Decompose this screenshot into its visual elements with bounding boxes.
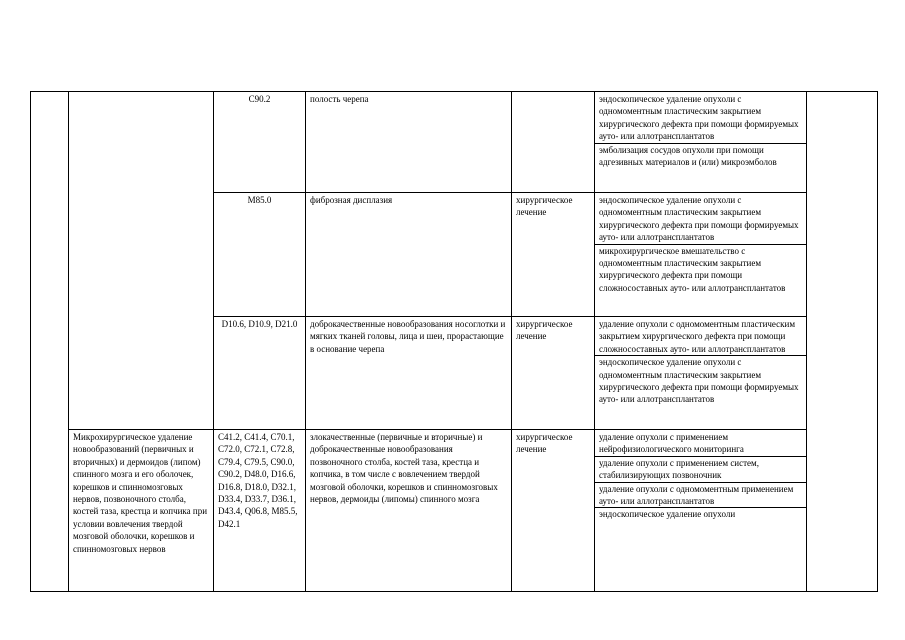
model-cell: фиброзная дисплазия: [306, 193, 512, 317]
codes-cell: C90.2: [214, 92, 306, 193]
table-row: [31, 92, 878, 193]
procedure-item: эндоскопическое удаление опухоли с одномоментным пластическим закрытием хирургического дефекта при помощи формируемых ауто- или аллотрансплантатов: [599, 195, 799, 243]
procedure-item: эндоскопическое удаление опухоли с одномоментным пластическим закрытием хирургического дефекта при помощи формируемых ауто- или аллотрансплантатов: [595, 355, 806, 406]
document-table: [30, 91, 878, 592]
codes-cell: C41.2, C41.4, C70.1, C72.0, C72.1, C72.8, C79.4, C79.5, C90.0, C90.2, D48.0, D16.6, D16.8, D18.0, D32.1, D33.4, D33.7, D36.1, D43.4, Q06.8, M85.5, D42.1: [214, 430, 306, 592]
procedure-item: удаление опухоли с одномоментным пластическим закрытием хирургического дефекта при помощи сложносоставных ауто- или аллотрансплантатов: [599, 319, 796, 354]
procedure-item: эндоскопическое удаление опухоли: [595, 507, 806, 520]
procedure-item: эмболизация сосудов опухоли при помощи адгезивных материалов и (или) микроэмболов: [595, 143, 806, 169]
codes-cell: D10.6, D10.9, D21.0: [214, 317, 306, 430]
model-cell: полость черепа: [306, 92, 512, 193]
procedure-item: эндоскопическое удаление опухоли с одномоментным пластическим закрытием хирургического дефекта при помощи формируемых ауто- или аллотрансплантатов: [599, 94, 799, 142]
model-cell: доброкачественные новообразования носоглотки и мягких тканей головы, лица и шеи, прорастающие в основание черепа: [306, 317, 512, 430]
table-row: [31, 430, 878, 592]
model-cell: злокачественные (первичные и вторичные) и доброкачественные новообразования позвоночного столба, костей таза, крестца и копчика, в том числе с вовлечением твердой мозговой оболочки, корешков и спинномозговых нервов, дермоиды (липомы) спинного мозга: [306, 430, 512, 592]
treatment-cell: хирургическое лечение: [512, 317, 595, 430]
procedures-cell: [595, 317, 807, 430]
codes-cell: M85.0: [214, 193, 306, 317]
index-cell: [31, 92, 69, 592]
method-cell: Микрохирургическое удаление новообразований (первичных и вторичных) и дермоидов (липом) спинного мозга и его оболочек, корешков и спинномозговых нервов, позвоночного столба, костей таза, крестца и копчика при условии вовлечения твердой мозговой оболочки, корешков и спинномозговых нервов: [69, 430, 214, 592]
procedure-item: удаление опухоли с применением систем, стабилизирующих позвоночник: [595, 456, 806, 482]
procedures-cell: [595, 193, 807, 317]
procedure-item: удаление опухоли с применением нейрофизиологического мониторинга: [599, 432, 744, 455]
procedures-cell: [595, 430, 807, 592]
treatment-cell: хирургическое лечение: [512, 193, 595, 317]
treatment-cell: хирургическое лечение: [512, 430, 595, 592]
procedure-item: микрохирургическое вмешательство с одномоментным пластическим закрытием хирургического дефекта при помощи сложносоставных ауто- или аллотрансплантатов: [595, 244, 806, 295]
treatment-cell: [512, 92, 595, 193]
procedure-item: удаление опухоли с одномоментным применением ауто- или аллотрансплантатов: [595, 482, 806, 508]
method-cell: [69, 92, 214, 430]
procedures-cell: [595, 92, 807, 193]
notes-cell: [807, 92, 878, 592]
